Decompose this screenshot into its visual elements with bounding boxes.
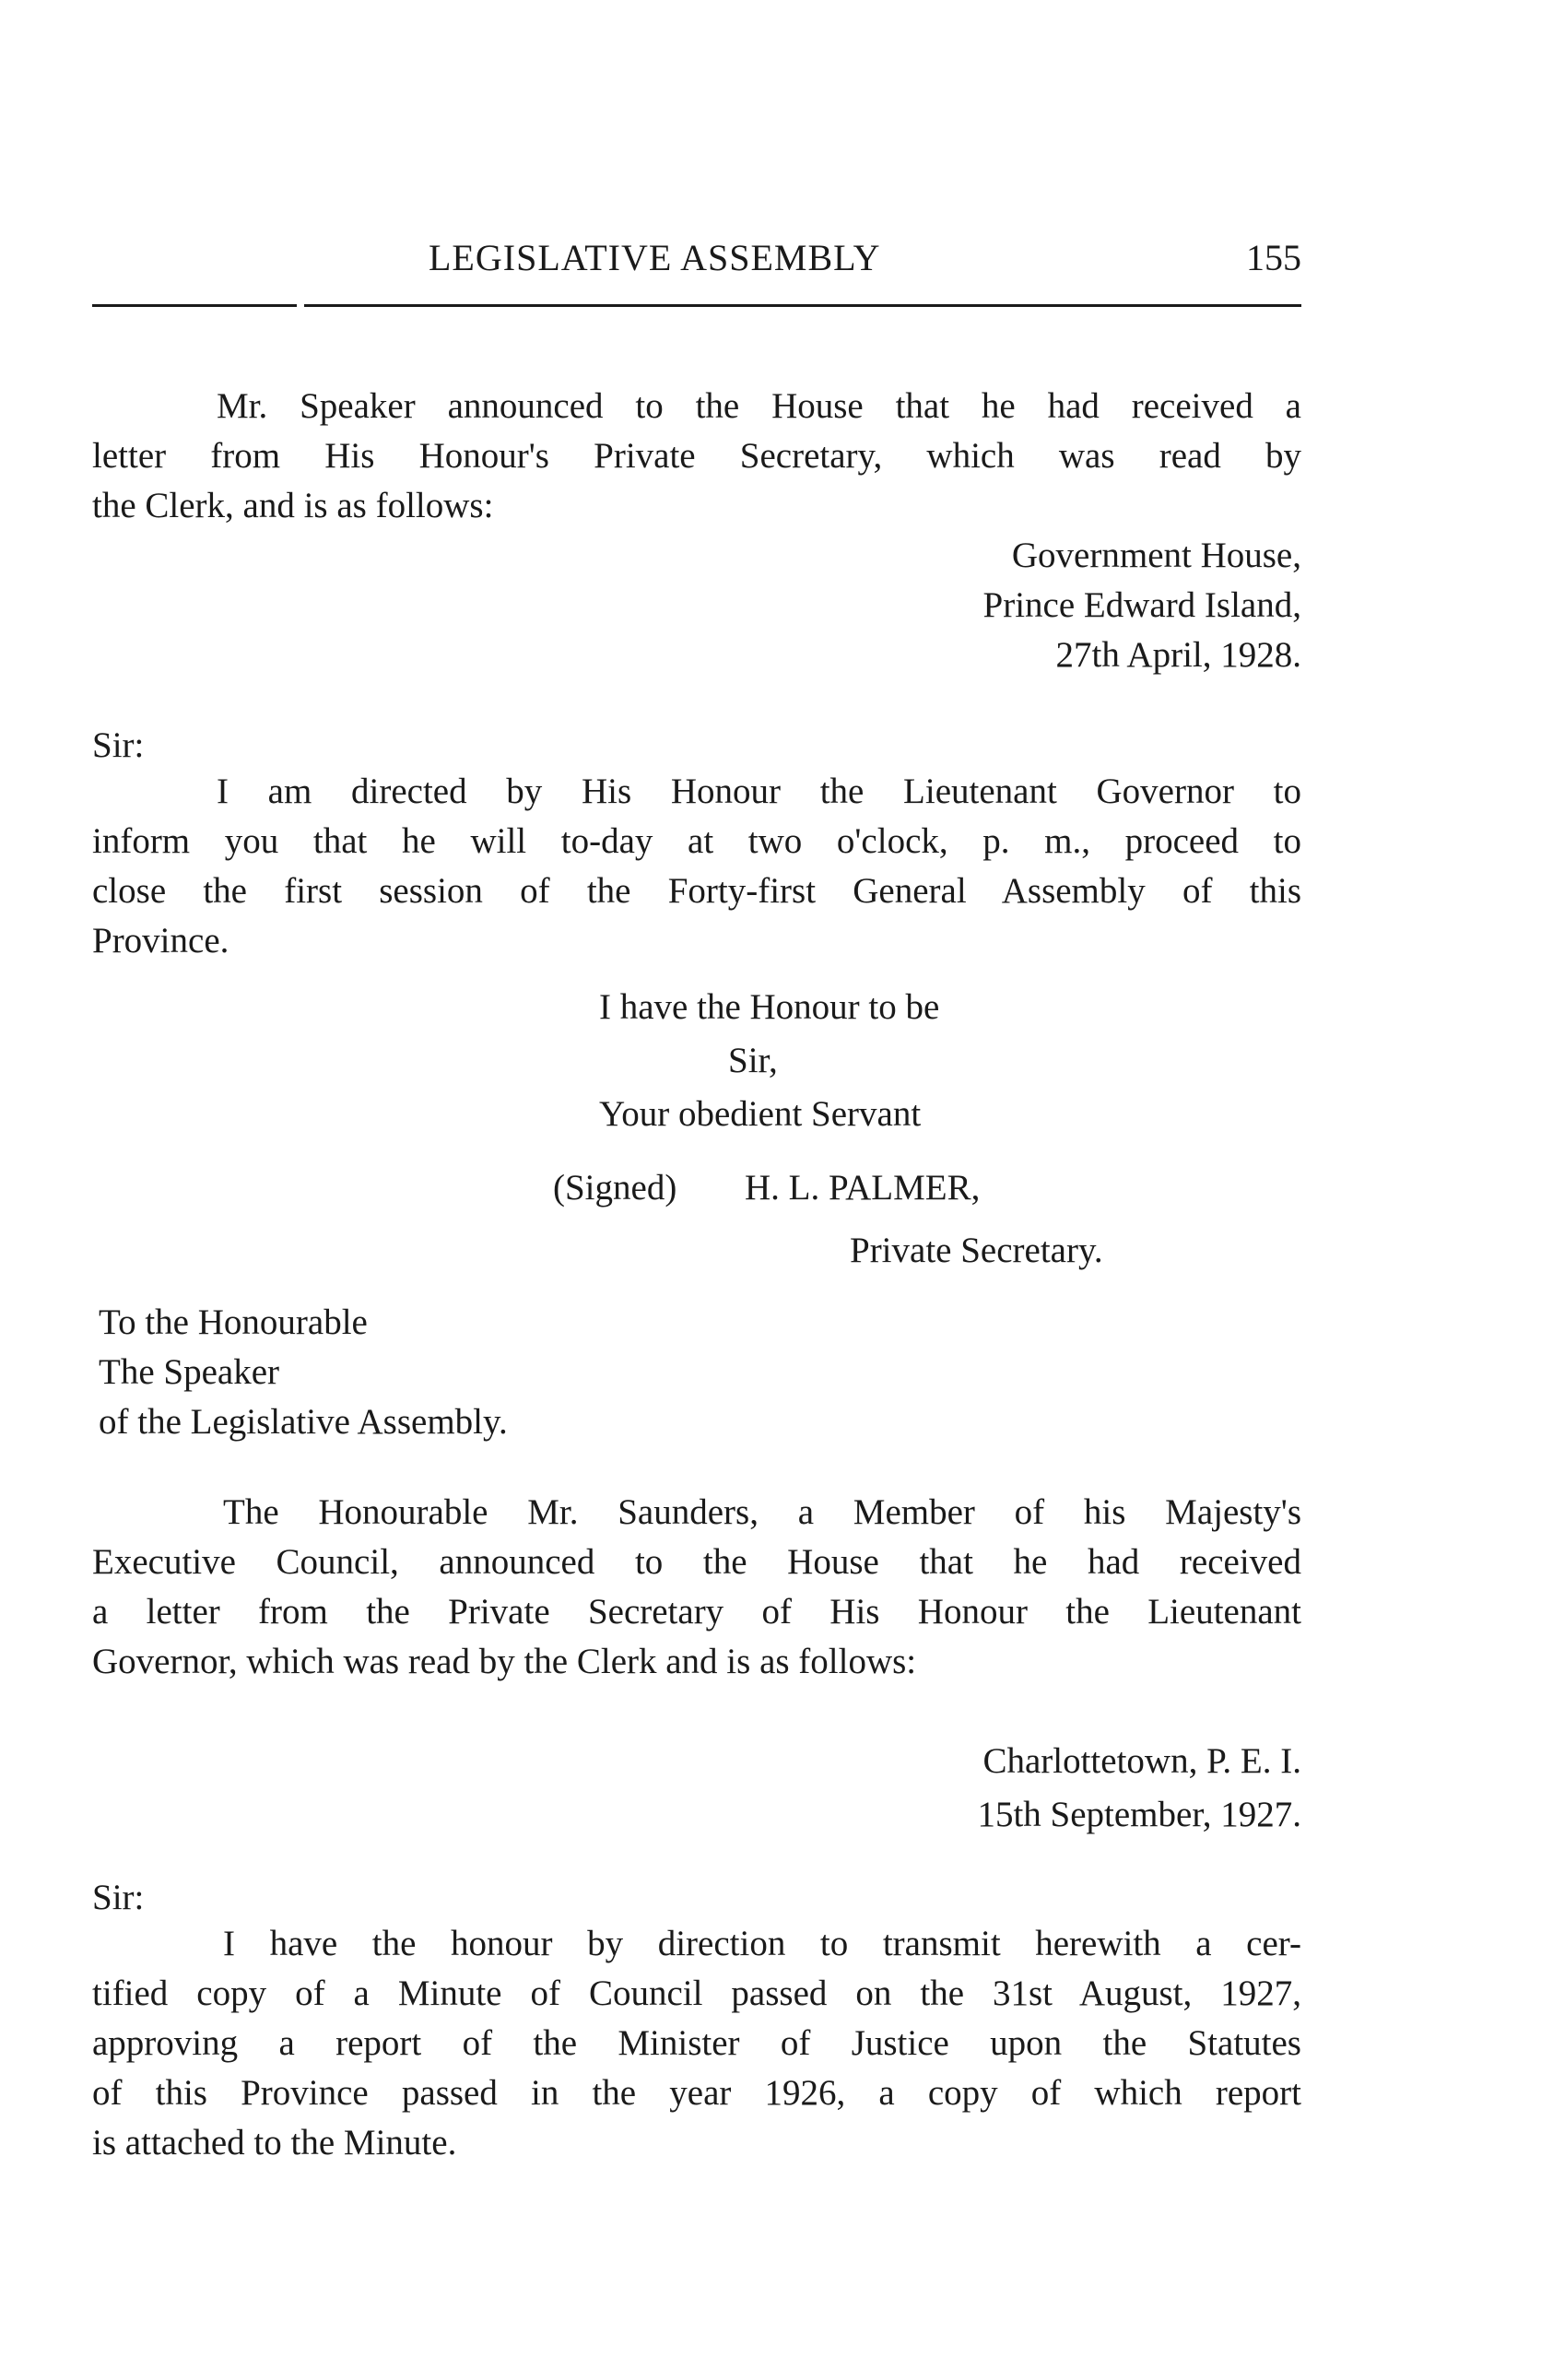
letter2-date: 15th September, 1927. xyxy=(977,1795,1301,1834)
paragraph-line: Executive Council, announced to the House that he had received xyxy=(92,1542,1301,1582)
paragraph-line: Governor, which was read by the Clerk and is as follows: xyxy=(92,1642,917,1681)
paragraph-line: the Clerk, and is as follows: xyxy=(92,486,494,525)
page-number: 155 xyxy=(1246,237,1301,278)
page-header xyxy=(92,236,1301,291)
letter1-signer-title: Private Secretary. xyxy=(850,1231,1103,1270)
paragraph-line: is attached to the Minute. xyxy=(92,2123,457,2162)
header-rule-short xyxy=(92,304,297,307)
letter1-address-line: Government House, xyxy=(1011,536,1301,575)
letter1-addressee-line: of the Legislative Assembly. xyxy=(99,1402,508,1442)
paragraph-speaker-announcement xyxy=(92,382,1301,531)
paragraph-line: I am directed by His Honour the Lieutenant Governor to xyxy=(217,772,1301,811)
letter1-addressee-line: To the Honourable xyxy=(99,1302,368,1342)
letter2-address-line: Charlottetown, P. E. I. xyxy=(982,1741,1301,1781)
paragraph-line: I have the honour by direction to transmit herewith a cer- xyxy=(223,1924,1301,1963)
paragraph-line: approving a report of the Minister of Justice upon the Statutes xyxy=(92,2023,1301,2063)
letter1-address-line: Prince Edward Island, xyxy=(982,585,1301,625)
paragraph-line: letter from His Honour's Private Secretary, which was read by xyxy=(92,436,1301,476)
letter1-closing-line: I have the Honour to be xyxy=(599,987,940,1027)
paragraph-line: Province. xyxy=(92,921,229,960)
letter1-closing-line: Your obedient Servant xyxy=(599,1094,922,1134)
letter1-salutation: Sir: xyxy=(92,725,145,765)
paragraph-line: Mr. Speaker announced to the House that he had received a xyxy=(217,386,1301,426)
letter1-signed-label: (Signed) xyxy=(553,1168,677,1208)
letter1-addressee-line: The Speaker xyxy=(99,1352,279,1392)
letter1-signer: H. L. PALMER, xyxy=(745,1168,981,1208)
letter1-closing-line: Sir, xyxy=(728,1041,778,1080)
letter2-body xyxy=(92,1919,1301,2168)
paragraph-line: a letter from the Private Secretary of His Honour the Lieutenant xyxy=(92,1592,1301,1632)
letter1-date: 27th April, 1928. xyxy=(1055,635,1301,675)
running-title: LEGISLATIVE ASSEMBLY xyxy=(429,237,881,278)
letter2-salutation: Sir: xyxy=(92,1878,145,1917)
paragraph-line: of this Province passed in the year 1926, a copy of which report xyxy=(92,2073,1301,2113)
header-rule-long xyxy=(304,304,1301,307)
paragraph-line: tified copy of a Minute of Council passed on the 31st August, 1927, xyxy=(92,1974,1301,2013)
paragraph-line: inform you that he will to-day at two o'clock, p. m., proceed to xyxy=(92,821,1301,861)
paragraph-line: close the first session of the Forty-first General Assembly of this xyxy=(92,871,1301,911)
letter1-body xyxy=(92,767,1301,966)
paragraph-saunders-announcement xyxy=(92,1488,1301,1687)
paragraph-line: The Honourable Mr. Saunders, a Member of his Majesty's xyxy=(223,1492,1301,1532)
